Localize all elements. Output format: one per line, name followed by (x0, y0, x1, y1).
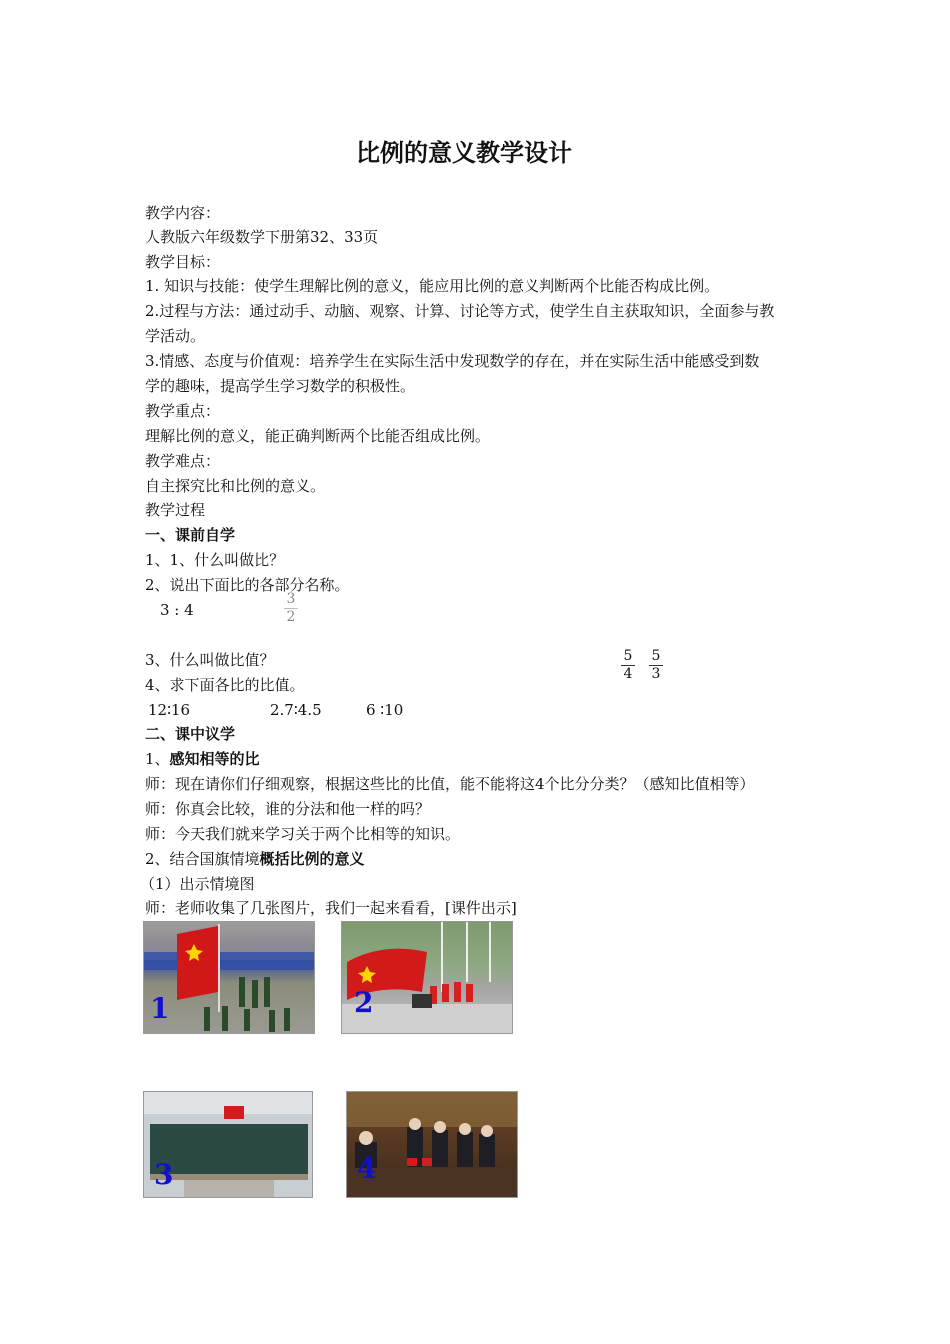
text-line: 师：你真会比较，谁的分法和他一样的吗？ (145, 800, 431, 818)
fraction-numerator: 5 (621, 648, 635, 666)
photo-number: 3 (154, 1158, 174, 1191)
flag-icon (144, 922, 314, 1033)
ratio-2-7-4-5: 2.7∶4.5 (270, 701, 322, 719)
text-line: 教学内容： (145, 204, 221, 222)
text-line: 教学目标： (145, 253, 221, 271)
text-line: 1. 知识与技能：使学生理解比例的意义，能应用比例的意义判断两个比能否构成比例。 (145, 277, 720, 295)
fraction-numerator: 3 (284, 591, 298, 609)
text-line: 学的趣味，提高学生学习数学的积极性。 (145, 377, 416, 395)
text-line: 师：现在请你们仔细观察，根据这些比的比值，能不能将这4个比分分类？（感知比值相等） (145, 775, 755, 793)
text-line: 师：老师收集了几张图片，我们一起来看看，[课件出示] (145, 899, 517, 917)
text-line: 2.过程与方法：通过动手、动脑、观察、计算、讨论等方式，使学生自主获取知识，全面参与教 (145, 302, 775, 320)
fraction-5-4 (621, 648, 635, 683)
item-number: 1、 (145, 750, 170, 768)
photo-number: 4 (357, 1152, 377, 1185)
text-line: （1）出示情境图 (140, 875, 255, 893)
fraction-denominator: 3 (651, 666, 661, 682)
item-prefix: 2、结合国旗情境 (145, 850, 260, 868)
text-line: 人教版六年级数学下册第32、33页 (145, 228, 379, 246)
item-heading: 感知相等的比 (169, 750, 260, 768)
text-line: 1、1、什么叫做比？ (145, 551, 285, 569)
text-line (145, 849, 365, 869)
text-line: 理解比例的意义，能正确判断两个比能否组成比例。 (145, 427, 491, 445)
text-line: 教学重点： (145, 402, 221, 420)
ratio-3-4: 3 : 4 (160, 601, 194, 619)
text-line: 4、求下面各比的比值。 (145, 676, 305, 694)
fraction-3-2 (284, 591, 298, 626)
fraction-numerator: 5 (649, 648, 663, 666)
text-line: 2、说出下面比的各部分名称。 (145, 576, 350, 594)
text-line: 教学难点： (145, 452, 221, 470)
text-line: 自主探究比和比例的意义。 (145, 477, 326, 495)
photo-signing-ceremony (346, 1091, 518, 1198)
ratio-12-16: 12∶16 (148, 701, 191, 719)
fraction-denominator: 2 (286, 609, 296, 625)
section-heading: 一、课前自学 (145, 526, 236, 544)
text-line: 师：今天我们就来学习关于两个比相等的知识。 (145, 825, 461, 843)
text-line: 学活动。 (145, 327, 206, 345)
ratio-6-10: 6 ∶10 (366, 701, 404, 719)
fraction-denominator: 4 (623, 666, 633, 682)
photo-number: 1 (150, 992, 170, 1025)
section-heading: 二、课中议学 (145, 725, 236, 743)
photo-number: 2 (354, 986, 374, 1019)
text-line: 3.情感、态度与价值观：培养学生在实际生活中发现数学的存在，并在实际生活中能感受到数 (145, 352, 760, 370)
photo-flag-raising-1 (143, 921, 315, 1034)
text-line: 3、什么叫做比值？ (145, 651, 275, 669)
item-heading: 概括比例的意义 (259, 850, 365, 868)
text-line (145, 749, 260, 769)
document-title: 比例的意义教学设计 (356, 139, 572, 167)
photo-classroom (143, 1091, 313, 1198)
fraction-5-3 (649, 648, 663, 683)
text-line: 教学过程 (145, 501, 206, 519)
photo-flag-raising-2 (341, 921, 513, 1034)
